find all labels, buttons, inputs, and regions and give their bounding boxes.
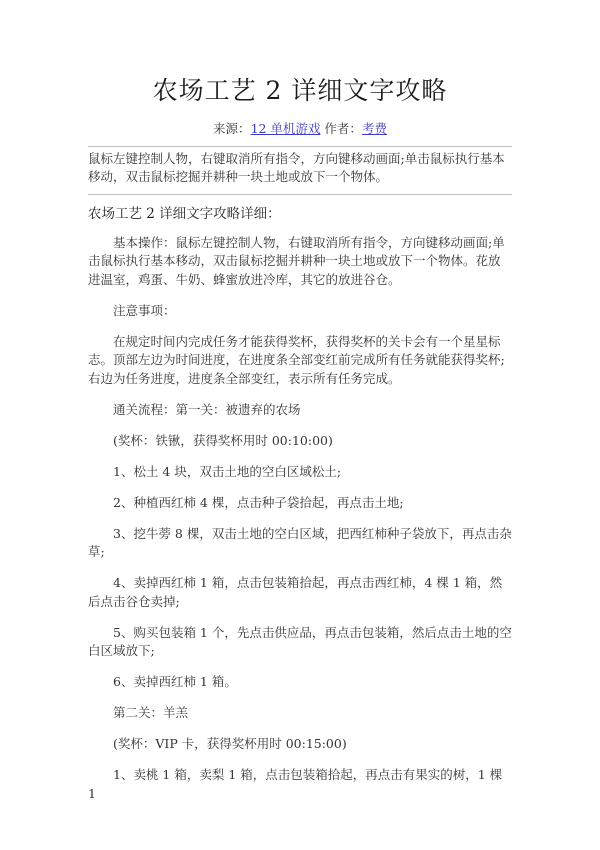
article-meta bbox=[0, 120, 600, 138]
article-body bbox=[88, 205, 512, 816]
paragraph-level1-step1: 1、松土 4 块，双击土地的空白区域松土; bbox=[113, 463, 342, 479]
paragraph-level1-step2: 2、种植西红柿 4 棵，点击种子袋拾起，再点击土地; bbox=[113, 494, 404, 510]
divider-bottom bbox=[88, 194, 512, 195]
paragraph-level2-step1: 1、卖桃 1 箱，卖梨 1 箱，点击包装箱拾起，再点击有果实的树，1 棵 1 bbox=[88, 767, 503, 801]
paragraph-level1-step4: 4、卖掉西红柿 1 箱，点击包装箱拾起，再点击西红柿，4 棵 1 箱，然后点击谷仓卖掉; bbox=[88, 575, 503, 609]
paragraph-notes: 在规定时间内完成任务才能获得奖杯，获得奖杯的关卡会有一个星星标志。顶部左边为时间进度，在进度条全部变红前完成所有任务就能获得奖杯;右边为任务进度，进度条全部变红，表示所有任务完成。 bbox=[88, 333, 505, 386]
source-label: 来源： bbox=[213, 121, 251, 136]
source-link[interactable]: 12 单机游戏 bbox=[250, 121, 321, 136]
divider-top bbox=[88, 146, 512, 147]
paragraph-level2-trophy: (奖杯：VIP 卡，获得奖杯用时 00:15:00) bbox=[113, 736, 347, 751]
paragraph-notes-heading: 注意事项： bbox=[113, 302, 176, 318]
article-summary: 鼠标左键控制人物，右键取消所有指令，方向键移动画面;单击鼠标执行基本移动，双击鼠标挖掘并耕种一块土地或放下一个物体。 bbox=[88, 151, 505, 184]
paragraph-basic-controls: 基本操作：鼠标左键控制人物，右键取消所有指令，方向键移动画面;单击鼠标执行基本移动，双击鼠标挖掘并耕种一块土地或放下一个物体。花放进温室，鸡蛋、牛奶、蜂蜜放进冷库，其它的放进谷仓。 bbox=[88, 234, 505, 287]
paragraph-level1-step6: 6、卖掉西红柿 1 箱。 bbox=[113, 674, 237, 689]
paragraph-level1-step3: 3、挖牛蒡 8 棵，双击土地的空白区域，把西红柿种子袋放下，再点击杂草; bbox=[88, 525, 512, 559]
page-title: 农场工艺 2 详细文字攻略 bbox=[152, 76, 448, 105]
paragraph-level2-title: 第二关：羊羔 bbox=[113, 705, 189, 720]
author-label: 作者： bbox=[320, 121, 362, 136]
paragraph-level1-step5: 5、购买包装箱 1 个，先点击供应品，再点击包装箱，然后点击土地的空白区域放下; bbox=[88, 624, 512, 658]
paragraph-level1-trophy: (奖杯：铁锹，获得奖杯用时 00:10:00) bbox=[113, 432, 333, 448]
section-heading: 农场工艺 2 详细文字攻略详细： bbox=[88, 206, 281, 222]
author-link[interactable]: 考费 bbox=[361, 121, 387, 136]
paragraph-level1-title: 通关流程：第一关：被遗弃的农场 bbox=[113, 401, 301, 417]
